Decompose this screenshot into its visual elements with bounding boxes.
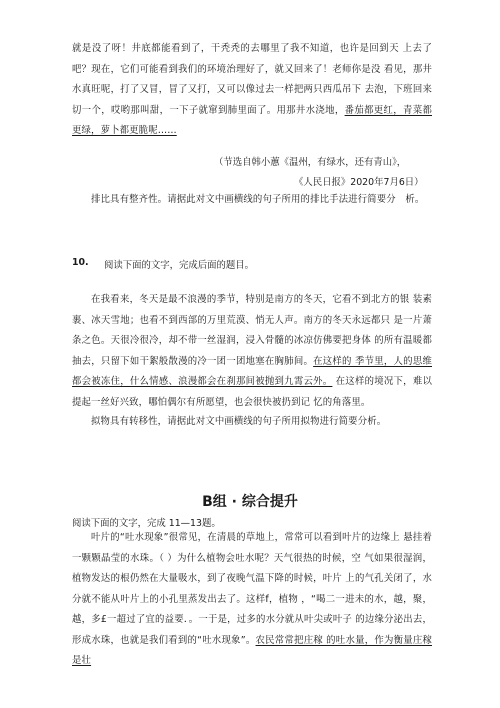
question-10-question [72, 412, 432, 433]
passage-1-underlined-sentence: 番茄都更红，青菜都更绿，萝卜都更脆呢…… [72, 104, 433, 136]
passage-1-question-text: 排比具有整齐性。请据此对文中画横线的句子所用的排比手法进行简要分 析。 [91, 194, 425, 205]
question-10-passage [72, 290, 432, 413]
group-b-passage-lead: 叶片的“吐水现象”很常见，在清晨的草地上，常常可以看到叶片的边缘上 悬挂着一颗颗晶莹的水珠。（ ）为什么植物会吐水呢？天气很热的时候，空 气如果很湿润，植物发达的根仍然在大量吸水，到了夜晚气温下降的时候，叶片 上的气孔关闭了，水分就不能从叶片上的小孔里蒸发出去了。这样f，植物 ，“喝二一进未的水，越，聚，越，多£一超过了宜的益要．。一于是，过多的水分就从叶尖或叶子 的边缘分泌出去，形成水珠，也就是我们看到的“吐水现象”。 [72, 532, 432, 646]
question-10-passage-tail: 在这样的境况下，难以提起一丝好兴致，哪怕偶尔有所愿望，也会很快被扔到记 忆的角落里。 [72, 376, 432, 408]
question-10-question-text: 拟物具有转移性，请据此对文中画横线的句子所用拟物进行简要分析。 [91, 416, 387, 427]
passage-1-body: 就是没了呀！井底都能看到了，干秃秃的去哪里了我不知道，也许是回到天 上去了吧？现在，它们可能看到我们的环境治理好了，就又回来了！老师你是没 看见，那井水真旺呢，打了又冒，冒了又打，又可以像过去一样把两只西瓜吊下 去泡，下班回来切一个，哎哟那叫甜，一下子就窜到肺里面了。用那井水浇地， [72, 43, 432, 116]
passage-1-source-line-1: （节选自韩小蕙《温州，有绿水，还有青山》， [214, 157, 407, 168]
group-b-title: B组 · 综合提升 [202, 494, 298, 510]
group-b-instruction: 阅读下面的文字，完成 11—13题。 [72, 518, 221, 529]
passage-1-text [72, 39, 432, 142]
question-10-prompt: 阅读下面的文字，完成后面的题目。 [104, 260, 255, 271]
passage-1-question [72, 190, 432, 211]
question-10-passage-lead: 在我看来，冬天是最不浪漫的季节，特别是南方的冬天，它看不到北方的银 装素裹、冰天雪地；也看不到西部的万里荒漠、悄无人声。南方的冬天永远都只 是一片萧条之色。天很冷很冷，却不带一丝湿润，浸入骨髓的冰凉仿佛要把身体 的所有温暖都抽去，只留下如干絮般散漫的冷一团一团地塞在胸肺间。 [72, 294, 432, 367]
question-10-number: 10. [72, 257, 89, 268]
question-10-underlined-sentence: 在这样的 季节里，人的思维都会被冻住，什么情感、浪漫都会在刹那间被抛到九霄云外。 [72, 355, 432, 387]
group-b-passage [72, 528, 432, 672]
passage-1-source-line-2: 《人民日报》2020年7月6日） [294, 177, 424, 188]
group-b-underlined-sentence: 农民常常把庄稼 的吐水量，作为衡量庄稼是壮 [72, 634, 432, 666]
